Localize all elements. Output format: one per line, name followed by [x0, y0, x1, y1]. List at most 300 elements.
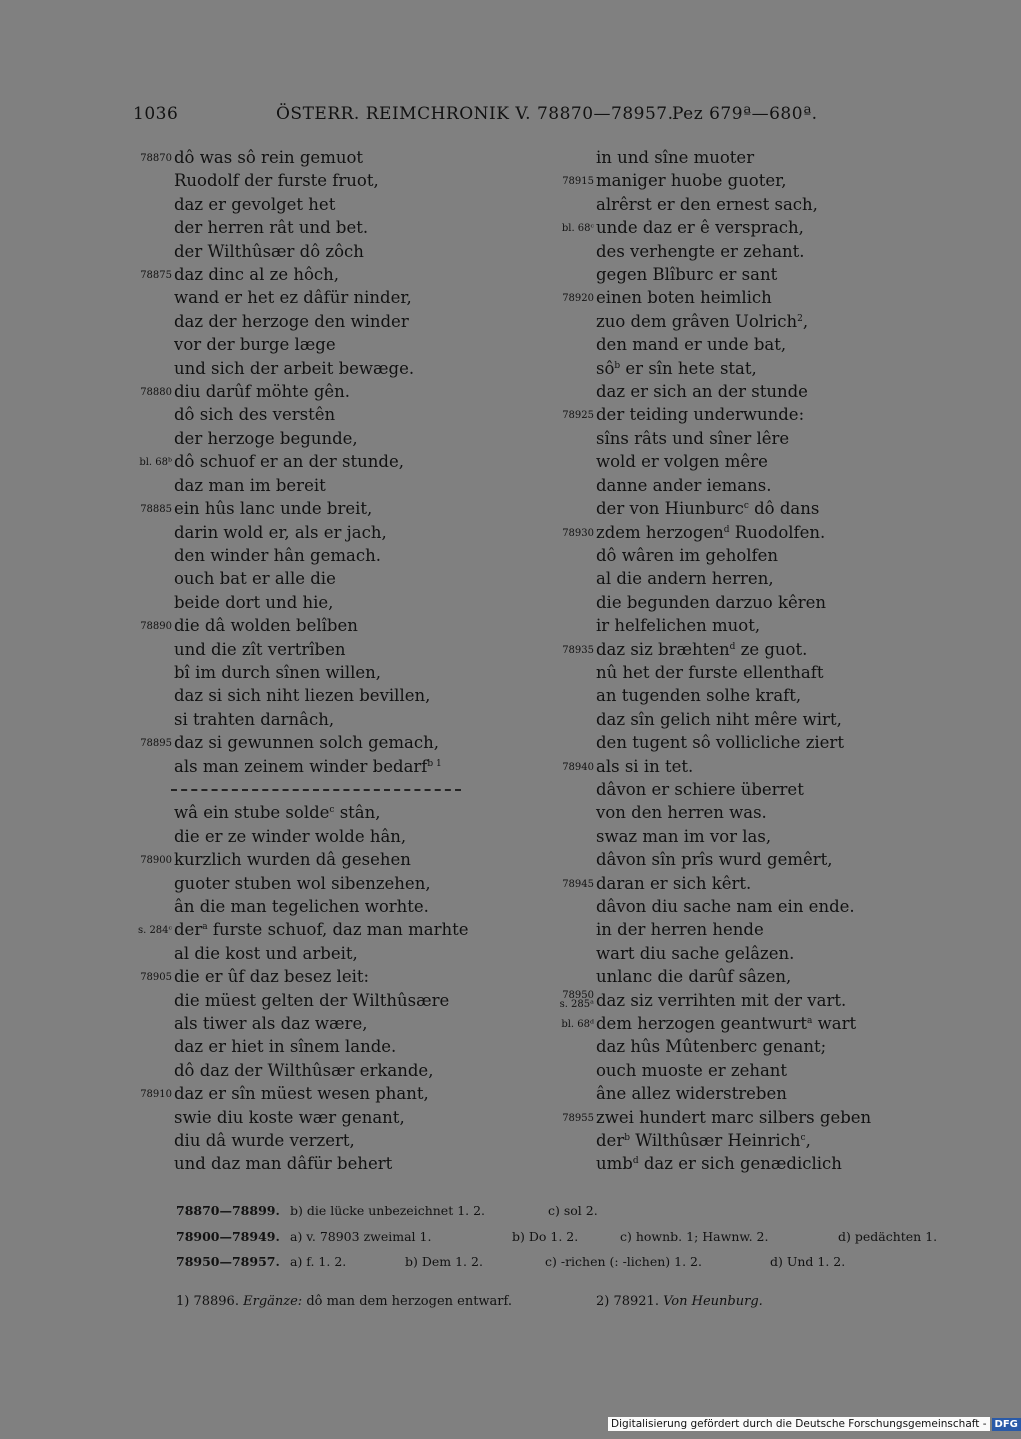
verse-line	[540, 895, 960, 918]
footnote-lead: Ergänze:	[243, 1294, 303, 1309]
footnote-label: 2) 78921.	[596, 1294, 659, 1309]
verse-text	[174, 965, 369, 988]
verse-text	[174, 380, 350, 403]
verse-line	[118, 333, 538, 356]
verse-text	[596, 1082, 787, 1105]
verse-line	[540, 638, 960, 661]
verse-text	[174, 1035, 396, 1058]
verse-text-cont: dô dans	[748, 499, 820, 519]
verse-line	[118, 216, 538, 239]
apparatus-note: d) pedächten 1.	[838, 1228, 938, 1244]
verse-line	[118, 1012, 538, 1035]
verse-text	[596, 193, 818, 216]
verse-text	[174, 1012, 367, 1035]
verse-text-main: dô schuof er an der stunde,	[174, 452, 404, 472]
verse-text-cont: stân,	[334, 803, 381, 823]
verse-text	[174, 521, 387, 544]
line-number: 78875	[140, 270, 172, 282]
verse-text-cont: ze guot.	[735, 639, 808, 659]
verse-line	[540, 216, 960, 239]
verse-text	[174, 310, 409, 333]
verse-line	[540, 708, 960, 731]
line-number: 78900	[140, 855, 172, 867]
note-marker: c	[743, 501, 749, 512]
verse-line	[540, 1082, 960, 1105]
verse-line	[540, 544, 960, 567]
line-number: 78880	[140, 387, 172, 399]
verse-text-main: swie diu koste wær genant,	[174, 1107, 405, 1127]
verse-line	[540, 1059, 960, 1082]
verse-text-main: vor der burge læge	[174, 335, 336, 355]
verse-text	[174, 286, 412, 309]
verse-text	[596, 989, 846, 1012]
verse-text-main: ân die man tegelichen worhte.	[174, 897, 429, 916]
verse-text-main: swaz man im vor las,	[596, 826, 772, 846]
note-marker: 2	[797, 313, 803, 324]
verse-text	[596, 146, 754, 169]
verse-text-main: als si in tet.	[596, 756, 694, 776]
verse-text	[596, 708, 842, 731]
verse-text	[596, 521, 825, 544]
verse-line	[118, 169, 538, 192]
verse-line	[118, 1129, 538, 1152]
verse-line	[118, 263, 538, 286]
page-header	[0, 0, 1000, 130]
verse-text-main: daz sîn gelich niht mêre wirt,	[596, 709, 842, 729]
verse-text	[174, 146, 363, 169]
verse-line	[118, 778, 538, 801]
verse-text-cont: ,	[802, 311, 809, 331]
verse-text-main: der herren rât und bet.	[174, 218, 369, 238]
line-number: 78955	[562, 1112, 594, 1124]
line-number: 78920	[562, 293, 594, 305]
verse-text-main: den winder hân gemach.	[174, 545, 381, 565]
verse-line	[118, 286, 538, 309]
footnote	[176, 1294, 512, 1309]
verse-text-main: wâ ein stube solde	[174, 803, 330, 823]
lacuna-dashes	[171, 789, 461, 791]
line-number: 78910	[140, 1089, 172, 1101]
verse-line	[540, 521, 960, 544]
verse-text	[174, 942, 358, 965]
footnote-label: 1) 78896.	[176, 1294, 239, 1309]
verse-line	[118, 403, 538, 426]
verse-text	[174, 848, 411, 871]
verse-text-main: die er ze winder wolde hân,	[174, 826, 407, 846]
verse-text-main: dâvon diu sache nam ein ende.	[596, 897, 855, 916]
dfg-logo: DFG	[992, 1418, 1021, 1431]
line-number: s. 284ᶜ	[137, 925, 172, 937]
line-number: 78890	[140, 621, 172, 633]
verse-text	[596, 497, 819, 520]
verse-text-main: al die kost und arbeit,	[174, 943, 358, 963]
verse-text	[596, 286, 772, 309]
verse-text-main: daz siz verrihten mit der vart.	[596, 990, 847, 1010]
verse-text-main: daran er sich kêrt.	[596, 873, 752, 893]
note-marker: d	[632, 1156, 639, 1167]
verse-line	[118, 731, 538, 754]
verse-text-main: wold er volgen mêre	[596, 452, 768, 472]
verse-text	[174, 591, 333, 614]
verse-text	[596, 567, 774, 590]
line-number: 78935	[562, 644, 594, 656]
apparatus-note: c) -richen (: -lichen) 1. 2.	[545, 1254, 702, 1269]
funding-text: Digitalisierung gefördert durch die Deutsche Forschungsgemeinschaft -	[608, 1417, 990, 1431]
verse-line	[540, 146, 960, 169]
verse-text	[596, 169, 786, 192]
verse-text-main: der Wilthûsær dô zôch	[174, 241, 364, 261]
verse-line	[118, 872, 538, 895]
right-verse-column	[540, 146, 960, 1176]
verse-text	[174, 801, 381, 824]
verse-line	[540, 403, 960, 426]
verse-line	[118, 825, 538, 848]
line-number: 78895	[140, 738, 172, 750]
verse-text-main: und die zît vertrîben	[174, 639, 346, 659]
verse-text-main: daz siz bræhten	[596, 639, 730, 659]
verse-line	[118, 450, 538, 473]
verse-text	[596, 474, 771, 497]
verse-text-main: ouch bat er alle die	[174, 569, 336, 589]
verse-line	[118, 474, 538, 497]
verse-text	[174, 918, 469, 941]
verse-text	[596, 778, 804, 801]
verse-line	[118, 918, 538, 941]
verse-text-main: und sich der arbeit bewæge.	[174, 358, 415, 378]
verse-line	[540, 989, 960, 1012]
verse-text-main: dô wâren im geholfen	[596, 545, 779, 565]
verse-line	[118, 427, 538, 450]
verse-line	[540, 1106, 960, 1129]
verse-text-main: dâvon sîn prîs wurd gemêrt,	[596, 850, 833, 870]
verse-text	[596, 661, 824, 684]
verse-line	[118, 567, 538, 590]
verse-text	[174, 638, 345, 661]
verse-text	[596, 684, 801, 707]
verse-text-cont: Wilthûsær Heinrich	[629, 1131, 801, 1151]
verse-text	[596, 450, 768, 473]
verse-text-cont: wart	[812, 1014, 857, 1034]
verse-line	[540, 591, 960, 614]
verse-line	[540, 684, 960, 707]
verse-text	[596, 755, 693, 778]
verse-line	[540, 474, 960, 497]
verse-line	[118, 708, 538, 731]
line-number: bl. 68ᶜ	[561, 223, 594, 235]
verse-text-main: nû het der furste ellenthaft	[596, 662, 824, 682]
footnote-text: dô man dem herzogen entwarf.	[306, 1294, 513, 1309]
verse-text-main: der teiding underwunde:	[596, 405, 805, 425]
verse-text	[596, 872, 751, 895]
verse-text-main: guoter stuben wol sibenzehen,	[174, 873, 431, 893]
verse-text-main: al die andern herren,	[596, 569, 774, 589]
verse-line	[540, 497, 960, 520]
verse-line	[118, 661, 538, 684]
verse-text-main: in der herren hende	[596, 920, 764, 940]
verse-line	[540, 918, 960, 941]
pez-reference: Pez 679ª—680ª.	[672, 104, 818, 124]
verse-text-main: dem herzogen geantwurt	[596, 1014, 808, 1034]
verse-text	[596, 357, 757, 380]
verse-text-main: gegen Blîburc er sant	[596, 265, 778, 285]
verse-line	[540, 427, 960, 450]
verse-text	[174, 1106, 405, 1129]
verse-text	[174, 1082, 429, 1105]
verse-text	[174, 497, 372, 520]
verse-text-main: einen boten heimlich	[596, 288, 772, 308]
note-marker: c	[329, 805, 335, 816]
verse-line	[118, 310, 538, 333]
verse-text-main: ouch muoste er zehant	[596, 1060, 788, 1080]
verse-text	[596, 216, 804, 239]
verse-text	[174, 544, 381, 567]
verse-text	[174, 1059, 433, 1082]
verse-text-main: umb	[596, 1154, 633, 1174]
verse-text-main: an tugenden solhe kraft,	[596, 686, 802, 706]
verse-text	[174, 169, 379, 192]
note-marker: d	[729, 641, 736, 652]
verse-text	[174, 872, 431, 895]
verse-text	[174, 989, 449, 1012]
note-marker: b	[624, 1133, 630, 1144]
apparatus-range: 78900—78949.	[176, 1228, 280, 1244]
line-number: 78925	[562, 410, 594, 422]
verse-text	[174, 661, 381, 684]
verse-text	[174, 193, 335, 216]
verse-text	[596, 918, 764, 941]
apparatus-range: 78950—78957.	[176, 1254, 280, 1269]
verse-text-main: in und sîne muoter	[596, 148, 755, 167]
note-marker: a	[807, 1016, 813, 1027]
verse-text-main: daz hûs Mûtenberc genant;	[596, 1037, 827, 1057]
verse-line	[540, 193, 960, 216]
verse-text-main: den tugent sô vollicliche ziert	[596, 733, 844, 753]
verse-text-main: dâvon er schiere überret	[596, 779, 804, 799]
verse-text	[174, 731, 439, 754]
verse-text	[174, 357, 414, 380]
note-marker: b	[614, 360, 621, 371]
verse-text-main: daz er sîn müest wesen phant,	[174, 1084, 429, 1104]
verse-text	[596, 333, 786, 356]
verse-line	[540, 778, 960, 801]
verse-line	[118, 942, 538, 965]
verse-text-main: die er ûf daz besez leit:	[174, 967, 370, 987]
verse-text-main: darin wold er, als er jach,	[174, 522, 387, 542]
verse-text-cont: furste schuof, daz man marhte	[207, 920, 469, 940]
verse-line	[540, 1035, 960, 1058]
verse-line	[540, 661, 960, 684]
verse-line	[118, 895, 538, 918]
verse-text	[596, 1152, 842, 1175]
verse-text	[174, 895, 429, 918]
verse-text-main: diu darûf möhte gên.	[174, 382, 351, 402]
verse-text	[174, 1129, 355, 1152]
verse-text	[596, 825, 771, 848]
verse-line	[540, 1152, 960, 1175]
verse-text-main: si trahten darnâch,	[174, 709, 335, 729]
verse-text-main: daz si gewunnen solch gemach,	[174, 733, 440, 753]
verse-text-main: den mand er unde bat,	[596, 335, 787, 355]
verse-line	[540, 825, 960, 848]
verse-text	[596, 1129, 811, 1152]
verse-text-main: daz er hiet in sînem lande.	[174, 1037, 397, 1057]
verse-text	[596, 240, 805, 263]
verse-line	[540, 450, 960, 473]
verse-text-cont: ,	[805, 1131, 811, 1151]
running-title: ÖSTERR. REIMCHRONIK V. 78870—78957.	[276, 104, 674, 124]
verse-line	[540, 333, 960, 356]
verse-text-main: daz dinc al ze hôch,	[174, 265, 340, 285]
verse-text	[174, 450, 404, 473]
note-marker: c	[800, 1133, 806, 1144]
verse-text	[596, 614, 760, 637]
line-number: bl. 68ᵈ	[561, 1019, 594, 1031]
verse-line	[540, 310, 960, 333]
verse-text	[174, 474, 326, 497]
line-number: 78870	[140, 153, 172, 164]
verse-line	[540, 731, 960, 754]
verse-line	[540, 1012, 960, 1035]
verse-text	[174, 567, 336, 590]
verse-text-main: ein hûs lanc unde breit,	[174, 499, 373, 519]
apparatus-note: c) sol 2.	[548, 1203, 598, 1218]
verse-text	[596, 965, 791, 988]
apparatus-note: b) die lücke unbezeichnet 1. 2.	[290, 1203, 486, 1218]
verse-text-main: der herzoge begunde,	[174, 428, 358, 448]
verse-text-main: zdem herzogen	[596, 522, 724, 542]
verse-text	[174, 614, 358, 637]
verse-line	[118, 1082, 538, 1105]
apparatus-note: b) Dem 1. 2.	[405, 1254, 483, 1269]
verse-line	[118, 591, 538, 614]
verse-text-main: ir helfelichen muot,	[596, 616, 761, 636]
verse-text	[174, 427, 358, 450]
verse-line	[118, 1106, 538, 1129]
verse-line	[540, 872, 960, 895]
verse-text-main: daz er gevolget het	[174, 194, 336, 214]
verse-line	[540, 286, 960, 309]
verse-line	[118, 965, 538, 988]
verse-text-main: die müest gelten der Wilthûsære	[174, 990, 450, 1010]
line-number: bl. 68ᵇ	[139, 457, 172, 469]
verse-line	[118, 544, 538, 567]
verse-text	[596, 310, 808, 333]
verse-text-main: der von Hiunburc	[596, 499, 744, 519]
verse-line	[118, 146, 538, 169]
verse-line	[540, 380, 960, 403]
verse-line	[540, 263, 960, 286]
verse-text-main: Ruodolf der furste fruot,	[174, 171, 379, 191]
apparatus-note: a) v. 78903 zweimal 1.	[290, 1228, 432, 1244]
note-marker: a	[202, 922, 208, 933]
verse-text-main: dô was sô rein gemuot	[174, 148, 364, 167]
verse-line	[118, 614, 538, 637]
verse-text-main: dô daz der Wilthûsær erkande,	[174, 1060, 434, 1080]
verse-text-main: beide dort und hie,	[174, 592, 334, 612]
line-number: 78945	[562, 878, 594, 890]
verse-line	[118, 357, 538, 380]
verse-text-main: wand er het ez dâfür ninder,	[174, 288, 412, 308]
verse-line	[540, 801, 960, 824]
verse-text	[596, 895, 855, 918]
verse-line	[118, 801, 538, 824]
verse-text	[174, 240, 364, 263]
verse-line	[540, 169, 960, 192]
verse-text	[596, 1012, 856, 1035]
verse-text-main: und daz man dâfür behert	[174, 1154, 393, 1174]
verse-line	[118, 240, 538, 263]
verse-text-main: daz man im bereit	[174, 475, 326, 495]
verse-line	[118, 638, 538, 661]
verse-text-main: der	[596, 1131, 625, 1151]
verse-text-main: unlanc die darûf sâzen,	[596, 967, 792, 987]
verse-line	[118, 1059, 538, 1082]
verse-line	[118, 497, 538, 520]
verse-text	[174, 263, 339, 286]
verse-text	[596, 403, 804, 426]
apparatus-note: c) hownb. 1; Hawnw. 2.	[620, 1228, 769, 1244]
page-marker: s. 285ᵃ	[559, 998, 594, 1010]
verse-line	[540, 755, 960, 778]
line-number	[540, 991, 594, 1009]
verse-text-main: von den herren was.	[596, 803, 767, 823]
apparatus-range: 78870—78899.	[176, 1203, 280, 1218]
apparatus-note: b) Do 1. 2.	[512, 1228, 579, 1244]
verse-line	[540, 942, 960, 965]
verse-text	[596, 1035, 826, 1058]
funding-notice	[608, 1418, 1021, 1432]
verse-text-main: der	[174, 920, 203, 940]
verse-text-cont: daz er sich genædiclich	[638, 1154, 842, 1174]
verse-text-main: daz er sich an der stunde	[596, 382, 808, 402]
verse-text-main: danne ander iemans.	[596, 475, 772, 495]
verse-line	[540, 357, 960, 380]
verse-text	[174, 684, 430, 707]
footnote-text: Von Heunburg.	[663, 1294, 763, 1309]
verse-text	[174, 1152, 392, 1175]
line-number: 78930	[562, 527, 594, 539]
verse-line	[118, 1152, 538, 1175]
verse-text-main: diu dâ wurde verzert,	[174, 1131, 355, 1151]
verse-text-main: die dâ wolden belîben	[174, 616, 358, 636]
verse-text-main: zwei hundert marc silbers geben	[596, 1107, 872, 1127]
note-marker: d	[723, 524, 730, 535]
verse-line	[118, 755, 538, 778]
verse-text-main: wart diu sache gelâzen.	[596, 943, 795, 963]
verse-line	[540, 848, 960, 871]
verse-text-main: sîns râts und sîner lêre	[596, 428, 790, 448]
verse-text-main: unde daz er ê versprach,	[596, 218, 804, 238]
verse-text-main: sô	[596, 358, 615, 378]
verse-text	[596, 942, 794, 965]
verse-text	[596, 731, 844, 754]
verse-line	[540, 1129, 960, 1152]
verse-text	[174, 825, 406, 848]
verse-text	[596, 544, 778, 567]
verse-text	[174, 333, 336, 356]
note-marker: b 1	[427, 758, 442, 769]
verse-text-main: die begunden darzuo kêren	[596, 592, 827, 612]
verse-text-cont: Ruodolfen.	[729, 522, 826, 542]
verse-text-main: daz si sich niht liezen bevillen,	[174, 686, 431, 706]
verse-text-main: maniger huobe guoter,	[596, 171, 787, 191]
verse-text-cont: er sîn hete stat,	[620, 358, 757, 378]
page-number: 1036	[133, 104, 179, 124]
verse-text-main: alrêrst er den ernest sach,	[596, 194, 818, 214]
verse-text-main: daz der herzoge den winder	[174, 311, 409, 331]
verse-line	[540, 614, 960, 637]
verse-text	[596, 380, 808, 403]
